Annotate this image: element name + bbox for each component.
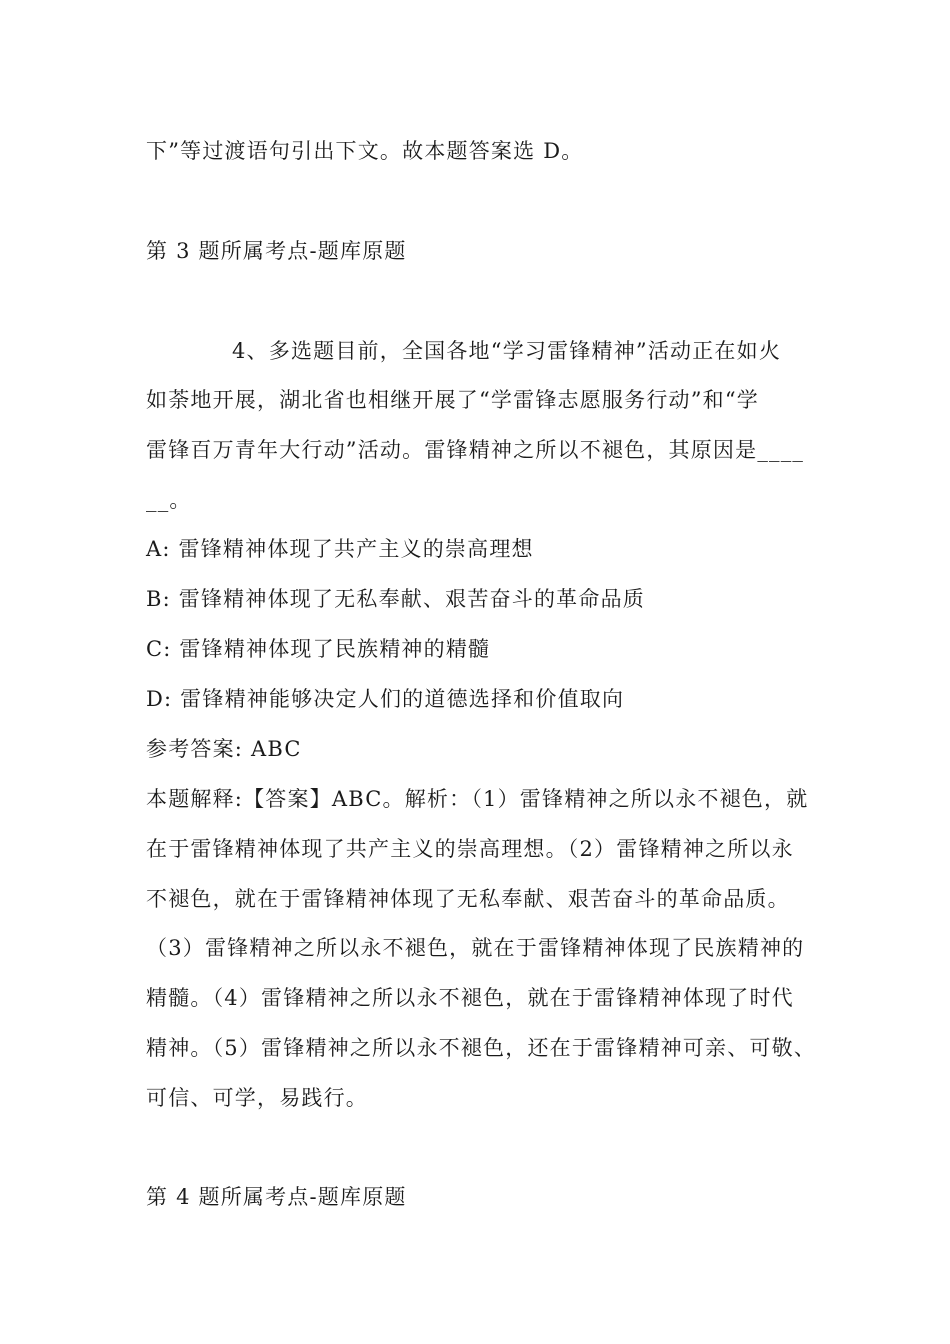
- question-line-1: 4、多选题目前，全国各地“学习雷锋精神”活动正在如火: [232, 339, 782, 363]
- explanation-line-3: 不褪色，就在于雷锋精神体现了无私奉献、艰苦奋斗的革命品质。: [146, 887, 790, 911]
- option-a: A: 雷锋精神体现了共产主义的崇高理想: [146, 537, 534, 561]
- option-c: C: 雷锋精神体现了民族精神的精髓: [146, 637, 491, 661]
- explanation-line-4: （3）雷锋精神之所以永不褪色，就在于雷锋精神体现了民族精神的: [146, 936, 805, 960]
- explanation-line-7: 可信、可学，易践行。: [146, 1086, 368, 1110]
- question-line-3: 雷锋百万青年大行动”活动。雷锋精神之所以不褪色，其原因是____: [146, 438, 805, 462]
- question-line-2: 如荼地开展，湖北省也相继开展了“学雷锋志愿服务行动”和“学: [146, 388, 760, 412]
- q3-topic-line: 第 3 题所属考点-题库原题: [146, 239, 407, 263]
- explanation-line-6: 精神。（5）雷锋精神之所以永不褪色，还在于雷锋精神可亲、可敬、: [146, 1036, 817, 1060]
- intro-line: 下”等过渡语句引出下文。故本题答案选 D。: [146, 139, 584, 163]
- option-b: B: 雷锋精神体现了无私奉献、艰苦奋斗的革命品质: [146, 587, 645, 611]
- explanation-line-2: 在于雷锋精神体现了共产主义的崇高理想。（2）雷锋精神之所以永: [146, 837, 794, 861]
- option-d: D: 雷锋精神能够决定人们的道德选择和价值取向: [146, 687, 625, 711]
- question-line-4: __。: [146, 488, 192, 512]
- reference-answer: 参考答案: ABC: [146, 737, 302, 761]
- q4-topic-line: 第 4 题所属考点-题库原题: [146, 1185, 407, 1209]
- explanation-line-5: 精髓。（4）雷锋精神之所以永不褪色，就在于雷锋精神体现了时代: [146, 986, 794, 1010]
- explanation-line-1: 本题解释:【答案】ABC。解析：（1）雷锋精神之所以永不褪色，就: [146, 787, 809, 811]
